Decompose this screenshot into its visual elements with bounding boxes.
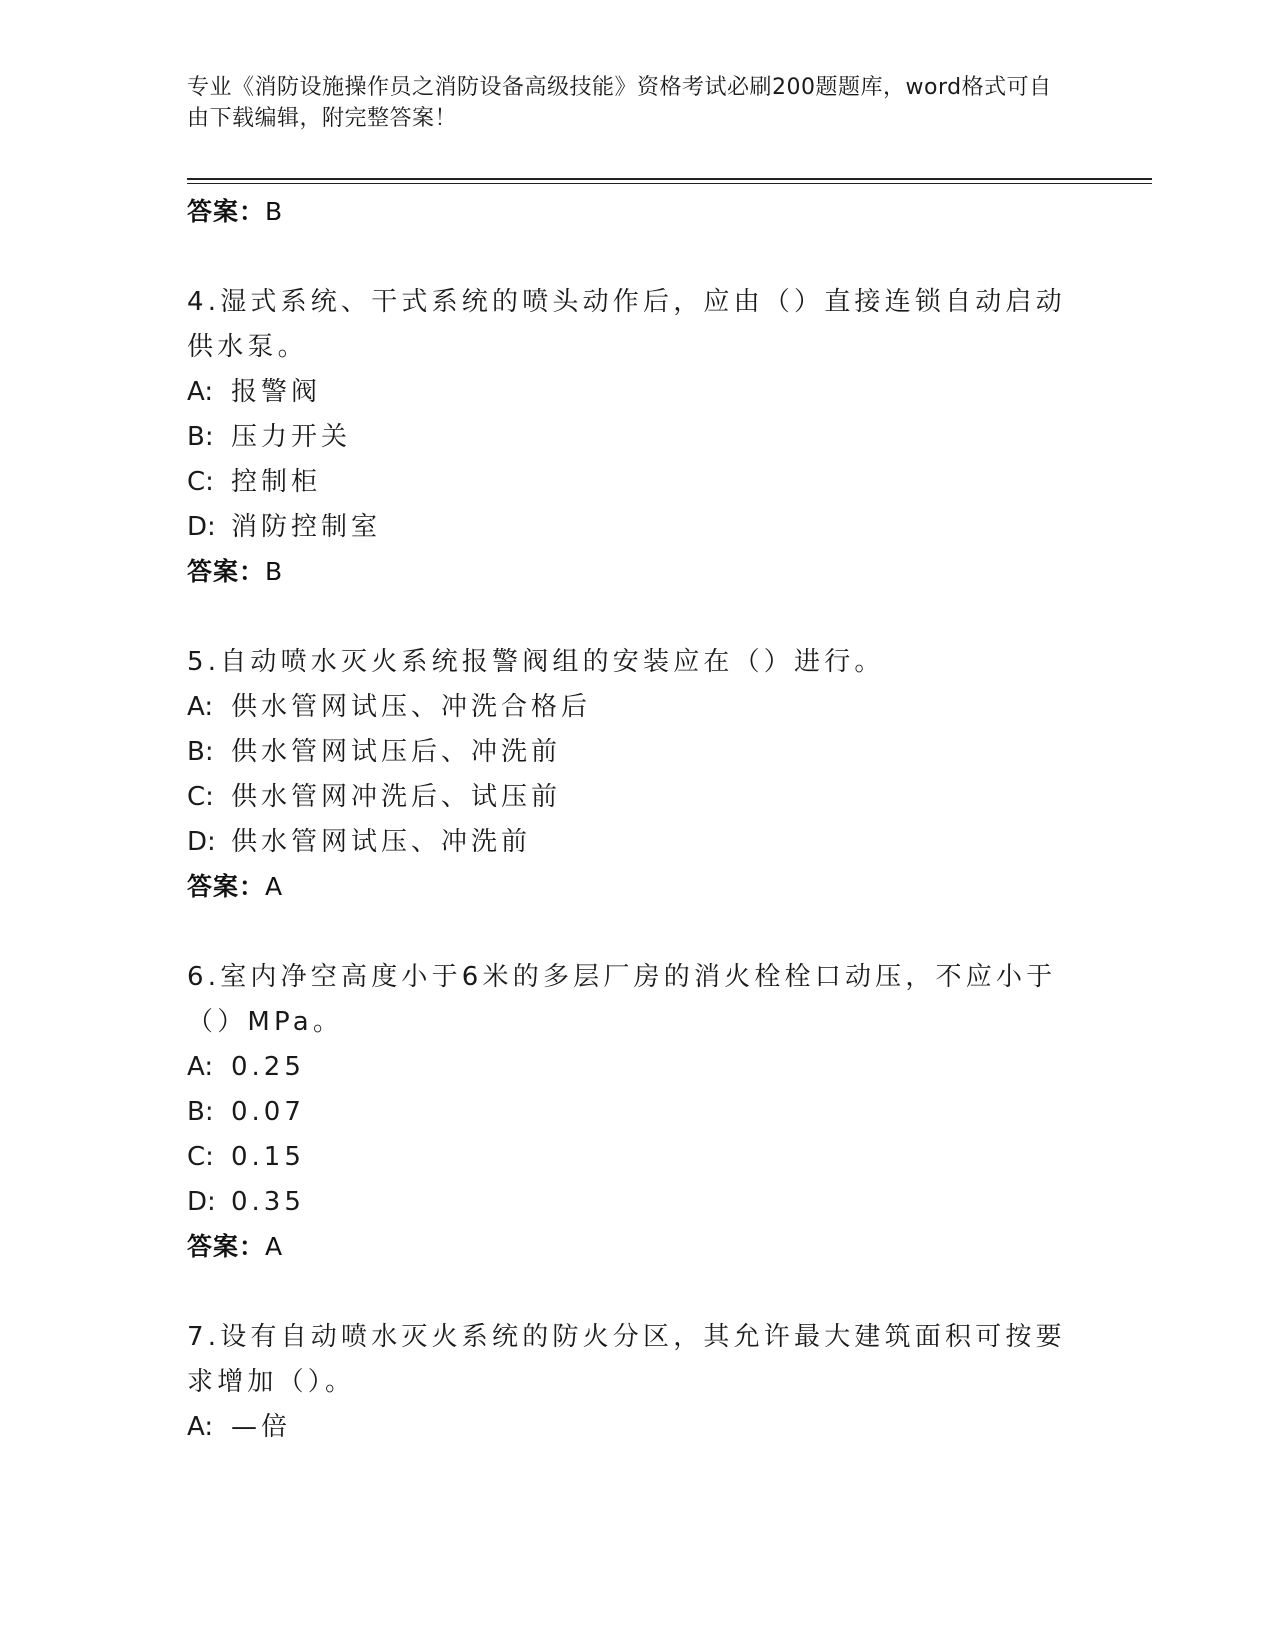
option-text: 0.35 [231, 1187, 305, 1217]
option-d [187, 820, 1087, 865]
option-text: 消防控制室 [231, 512, 382, 542]
option-d [187, 1180, 1087, 1225]
answer-value: B [265, 197, 284, 226]
option-key: D: [187, 512, 216, 542]
option-b [187, 1090, 1087, 1135]
option-c [187, 775, 1087, 820]
question-text: 5.自动喷水灭火系统报警阀组的安装应在（）进行。 [187, 647, 885, 677]
option-b [187, 730, 1087, 775]
option-a [187, 370, 1087, 415]
option-text: 0.15 [231, 1142, 305, 1172]
option-text: 0.25 [231, 1052, 305, 1082]
question-4 [187, 280, 1087, 594]
question-6 [187, 955, 1087, 1269]
option-text: 供水管网试压、冲洗合格后 [231, 692, 592, 722]
option-key: B: [187, 737, 214, 767]
document-header: 专业《消防设施操作员之消防设备高级技能》资格考试必刷200题题库，word格式可自由下载编辑，附完整答案！ [187, 75, 1052, 131]
question-7 [187, 1315, 1087, 1450]
answer-label: 答案： [187, 197, 266, 226]
option-a [187, 1045, 1087, 1090]
option-text: 0.07 [231, 1097, 305, 1127]
option-key: B: [187, 1097, 214, 1127]
option-text: 报警阀 [231, 377, 322, 407]
answer-label: 答案： [187, 1232, 266, 1261]
option-key: A: [187, 1412, 214, 1442]
option-text: —倍 [231, 1412, 292, 1442]
option-key: A: [187, 692, 214, 722]
option-d [187, 505, 1087, 550]
option-text: 供水管网试压、冲洗前 [231, 827, 532, 857]
answer-label: 答案： [187, 557, 266, 586]
answer-line [187, 1225, 1087, 1269]
option-key: C: [187, 467, 214, 497]
option-text: 控制柜 [231, 467, 322, 497]
question-text: 6.室内净空高度小于6米的多层厂房的消火栓栓口动压，不应小于（）MPa。 [187, 962, 1057, 1037]
question-text: 4.湿式系统、干式系统的喷头动作后，应由（）直接连锁自动启动供水泵。 [187, 287, 1066, 362]
option-a [187, 1405, 1087, 1450]
header-divider-thin [187, 183, 1152, 184]
option-text: 供水管网冲洗后、试压前 [231, 782, 562, 812]
question-5 [187, 640, 1087, 909]
option-key: B: [187, 422, 214, 452]
option-key: A: [187, 1052, 214, 1082]
option-c [187, 1135, 1087, 1180]
option-key: D: [187, 1187, 216, 1217]
answer-value: A [265, 1232, 284, 1261]
option-a [187, 685, 1087, 730]
option-key: C: [187, 1142, 214, 1172]
answer-line [187, 190, 1087, 234]
answer-line [187, 550, 1087, 594]
option-key: D: [187, 827, 216, 857]
option-text: 压力开关 [231, 422, 352, 452]
question-text: 7.设有自动喷水灭火系统的防火分区，其允许最大建筑面积可按要求增加（）。 [187, 1322, 1066, 1397]
answer-value: A [265, 872, 284, 901]
option-b [187, 415, 1087, 460]
option-key: C: [187, 782, 214, 812]
answer-line [187, 865, 1087, 909]
option-c [187, 460, 1087, 505]
question-list [187, 190, 1087, 1450]
answer-value: B [265, 557, 284, 586]
header-divider-thick [187, 178, 1152, 180]
answer-label: 答案： [187, 872, 266, 901]
option-text: 供水管网试压后、冲洗前 [231, 737, 562, 767]
option-key: A: [187, 377, 214, 407]
